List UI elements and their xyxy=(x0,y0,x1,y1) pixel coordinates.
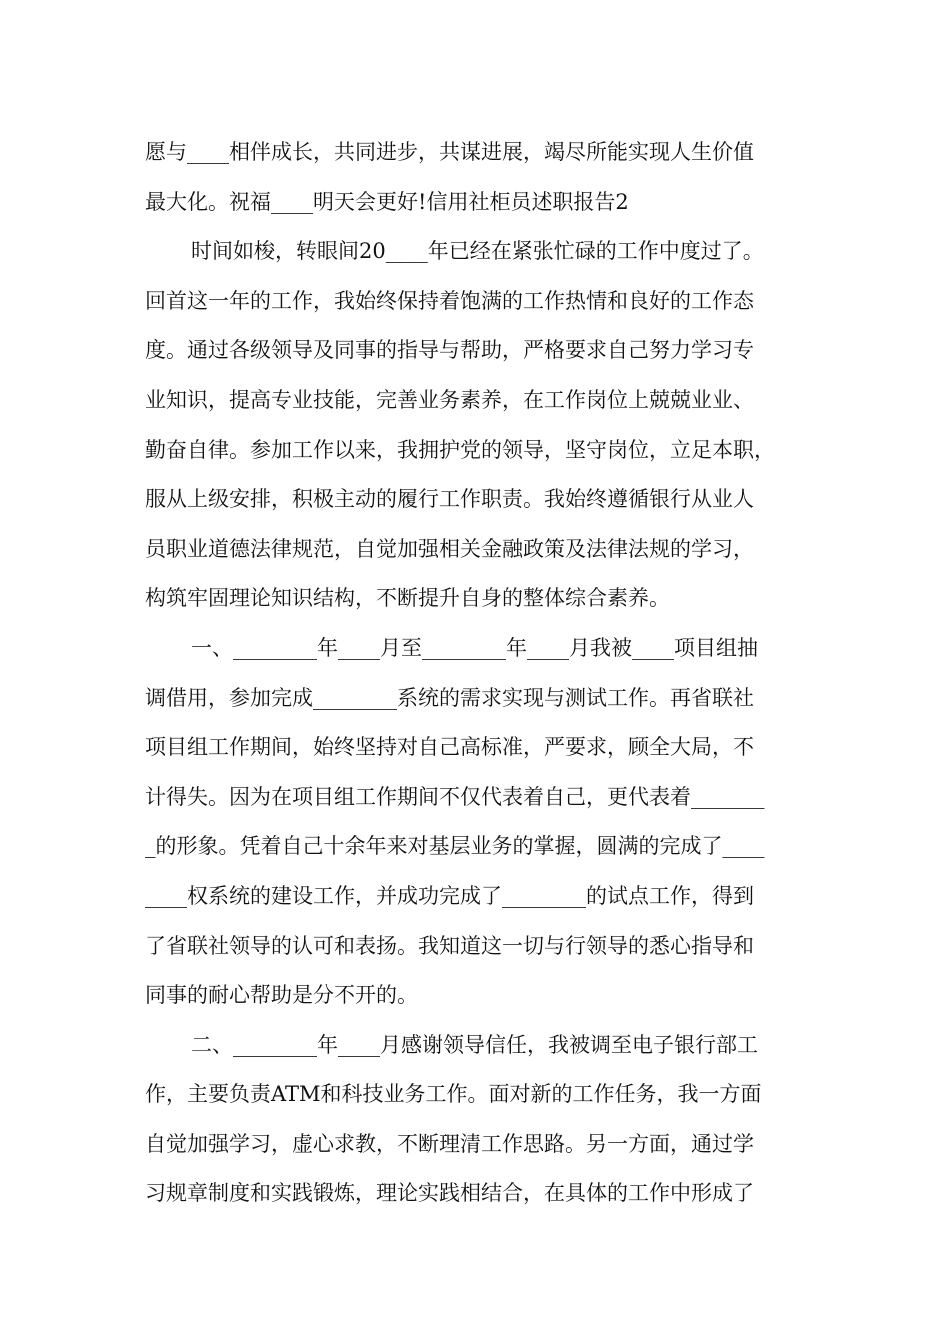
text-line: 最大化。祝福____明天会更好!信用社柜员述职报告2 xyxy=(145,189,629,214)
text-line: 构筑牢固理论知识结构，不断提升自身的整体综合素养。 xyxy=(145,586,670,611)
text-line: 业知识，提高专业技能，完善业务素养，在工作岗位上兢兢业业、 xyxy=(145,387,754,412)
paragraph-start-line: 时间如梭，转眼间20____年已经在紧张忙碌的工作中度过了。 xyxy=(191,239,764,264)
text-line: 了省联社领导的认可和表扬。我知道这一切与行领导的悉心指导和 xyxy=(145,933,754,958)
text-line: 服从上级安排，积极主动的履行工作职责。我始终遵循银行从业人 xyxy=(145,487,754,512)
text-line: 计得失。因为在项目组工作期间不仅代表着自己，更代表着_______ xyxy=(145,784,765,809)
text-line: 回首这一年的工作，我始终保持着饱满的工作热情和良好的工作态 xyxy=(145,288,754,313)
text-line: 习规章制度和实践锻炼，理论实践相结合，在具体的工作中形成了 xyxy=(145,1181,754,1206)
text-line: 勤奋自律。参加工作以来，我拥护党的领导，坚守岗位，立足本职， xyxy=(145,437,775,462)
text-line: 项目组工作期间，始终坚持对自己高标准，严要求，顾全大局，不 xyxy=(145,735,754,760)
document-body xyxy=(145,128,825,1219)
text-line: 自觉加强学习，虚心求教，不断理清工作思路。另一方面，通过学 xyxy=(145,1131,754,1156)
paragraph-start-line: 一、________年____月至________年____月我被____项目组抽 xyxy=(191,635,758,660)
text-line: 同事的耐心帮助是分不开的。 xyxy=(145,983,418,1008)
text-line: 愿与____相伴成长，共同进步，共谋进展，竭尽所能实现人生价值 xyxy=(145,140,754,164)
text-line: _的形象。凭着自己十余年来对基层业务的掌握，圆满的完成了____ xyxy=(145,834,765,859)
paragraph-start-line: 二、________年____月感谢领导信任，我被调至电子银行部工 xyxy=(191,1032,758,1057)
text-line: 调借用，参加完成________系统的需求实现与测试工作。再省联社 xyxy=(145,685,754,710)
text-line: ____权系统的建设工作，并成功完成了________的试点工作，得到 xyxy=(145,883,754,908)
text-line: 员职业道德法律规范，自觉加强相关金融政策及法律法规的学习， xyxy=(145,536,754,561)
text-line: 度。通过各级领导及同事的指导与帮助，严格要求自己努力学习专 xyxy=(145,338,754,363)
text-line: 作，主要负责ATM和科技业务工作。面对新的工作任务，我一方面 xyxy=(145,1082,762,1107)
